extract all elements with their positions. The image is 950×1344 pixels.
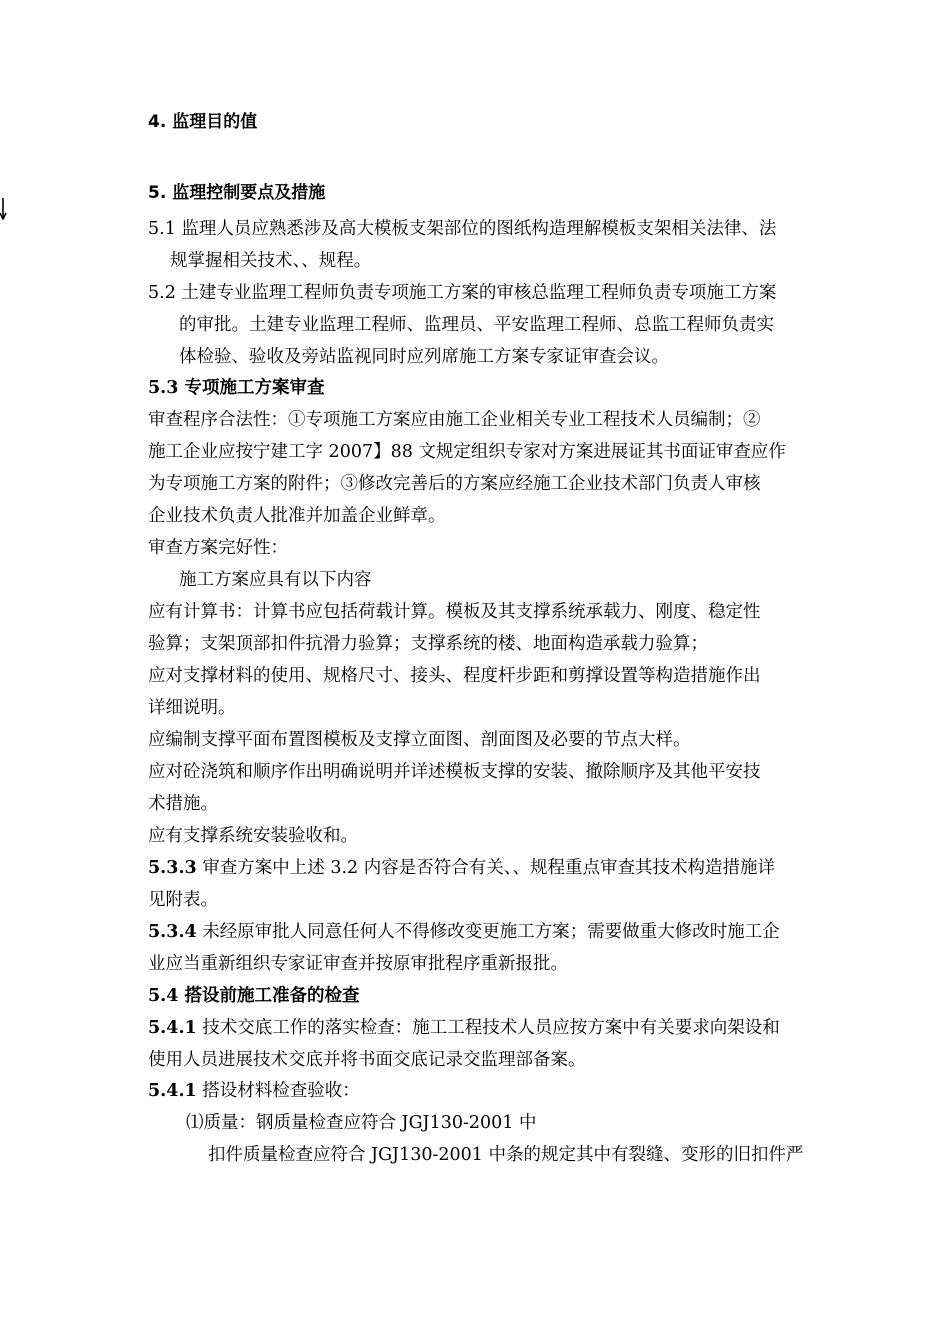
fastener-quality-line: 扣件质量检查应符合 JGJ130-2001 中条的规定其中有裂缝、变形的旧扣件严 (208, 1145, 804, 1165)
paragraph-5-4-1-line-2: 使用人员进展技术交底并将书面交底记录交监理部备案。 (148, 1050, 586, 1070)
subsection-5-3-heading: 5.3 专项施工方案审查 (148, 378, 325, 398)
paragraph-5-1-line-1: 5.1 监理人员应熟悉涉及高大模板支架部位的图纸构造理解模板支架相关法律、法 (148, 219, 777, 239)
section-5-heading: 5. 监理控制要点及措施 (148, 183, 326, 203)
legality-line-3: 为专项施工方案的附件；③修改完善后的方案应经施工企业技术部门负责人审核 (148, 474, 761, 494)
paragraph-5-2-line-1: 5.2 土建专业监理工程师负责专项施工方案的审核总监理工程师负责专项施工方案 (148, 283, 777, 303)
legality-line-2: 施工企业应按宁建工字 2007】88 文规定组织专家对方案进展证其书面证审查应作 (148, 442, 786, 462)
paragraph-5-3-4-line-1 (148, 921, 780, 943)
clause-number: 5.3.3 (148, 858, 197, 878)
paragraph-5-3-3-line-2: 见附表。 (148, 890, 218, 910)
quality-item: ⑴质量：钢质量检查应符合 JGJ130-2001 中 (186, 1113, 537, 1133)
clause-number: 5.3.4 (148, 922, 197, 942)
clause-number: 5.4.1 (148, 1018, 197, 1038)
paragraph-5-3-3-line-1 (148, 857, 775, 879)
calculation-line-1: 应有计算书：计算书应包括荷载计算。模板及其支撑系统承载力、刚度、稳定性 (148, 602, 761, 622)
contents-intro: 施工方案应具有以下内容 (179, 570, 372, 590)
clause-text: 搭设材料检查验收： (196, 1081, 360, 1101)
layout-plan-line: 应编制支撑平面布置图模板及支撑立面图、剖面图及必要的节点大样。 (148, 730, 691, 750)
paragraph-5-4-1-line-1 (148, 1017, 780, 1039)
completeness-label: 审查方案完好性： (148, 538, 288, 558)
paragraph-5-1-line-2: 规掌握相关技术、、规程。 (170, 251, 372, 271)
paragraph-5-4-1b-line-1 (148, 1080, 360, 1102)
section-4-heading: 4. 监理目的值 (148, 112, 258, 132)
legality-line-1: 审查程序合法性：①专项施工方案应由施工企业相关专业工程技术人员编制；② (148, 410, 761, 430)
paragraph-5-3-4-line-2: 业应当重新组织专家证审查并按原审批程序重新报批。 (148, 954, 568, 974)
paragraph-5-2-line-2: 的审批。土建专业监理工程师、监理员、平安监理工程师、总监工程师负责实 (179, 315, 774, 335)
clause-text: 未经原审批人同意任何人不得修改变更施工方案；需要做重大修改时施工企 (196, 922, 780, 942)
subsection-5-4-heading: 5.4 搭设前施工准备的检查 (148, 986, 360, 1006)
legality-line-4: 企业技术负责人批准并加盖企业鲜章。 (148, 506, 446, 526)
material-line-1: 应对支撑材料的使用、规格尺寸、接头、程度杆步距和剪撑设置等构造措施作出 (148, 666, 761, 686)
arrow-down-icon (0, 198, 8, 220)
pouring-order-line-1: 应对砼浇筑和顺序作出明确说明并详述模板支撑的安装、撤除顺序及其他平安技 (148, 762, 761, 782)
clause-text: 技术交底工作的落实检查：施工工程技术人员应按方案中有关要求向架设和 (196, 1018, 780, 1038)
clause-text: 审查方案中上述 3.2 内容是否符合有关、、规程重点审查其技术构造措施详 (196, 858, 775, 878)
paragraph-5-2-line-3: 体检验、验收及旁站监视同时应列席施工方案专家证审查会议。 (179, 347, 669, 367)
clause-number: 5.4.1 (148, 1081, 197, 1101)
acceptance-line: 应有支撑系统安装验收和。 (148, 826, 358, 846)
pouring-order-line-2: 术措施。 (148, 794, 218, 814)
calculation-line-2: 验算；支架顶部扣件抗滑力验算；支撑系统的楼、地面构造承载力验算； (148, 634, 708, 654)
material-line-2: 详细说明。 (148, 698, 236, 718)
